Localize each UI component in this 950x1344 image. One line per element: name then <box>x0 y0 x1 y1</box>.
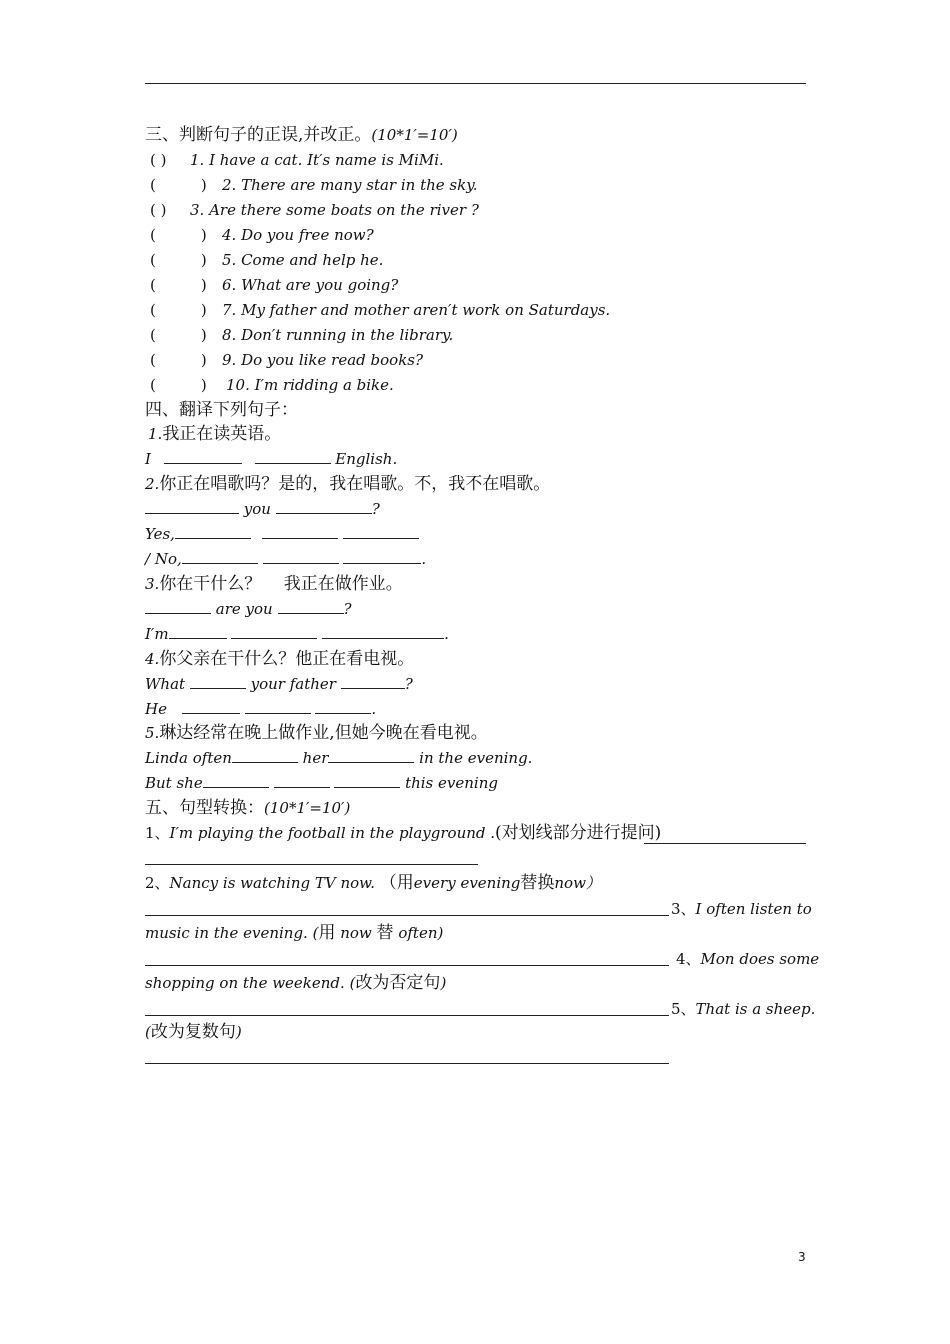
answer-text: He <box>145 700 167 718</box>
sentence-text: 2. There are many star in the sky. <box>222 176 478 194</box>
section5-title: 五、句型转换： <box>145 798 264 818</box>
answer-line[interactable] <box>145 1063 669 1064</box>
answer-text: . <box>371 700 377 718</box>
instruction-note: （用 <box>379 873 414 893</box>
answer-text: But she <box>145 774 203 792</box>
chinese-sentence: 琳达经常在晚上做作业,但她今晚在看电视。 <box>159 723 488 743</box>
answer-blank[interactable] <box>334 773 400 788</box>
answer-parentheses[interactable]: ( ) <box>150 326 207 344</box>
chinese-sentence: 你在干什么？ 我正在做作业。 <box>159 574 403 594</box>
answer-blank[interactable] <box>276 499 372 514</box>
answer-blank[interactable] <box>343 549 421 564</box>
judgement-item <box>150 200 479 220</box>
answer-blank[interactable] <box>245 699 311 714</box>
answer-blank[interactable] <box>341 674 405 689</box>
answer-parentheses[interactable]: ( ) <box>150 151 167 169</box>
answer-line[interactable] <box>145 1015 669 1016</box>
answer-parentheses[interactable]: ( ) <box>150 376 207 394</box>
answer-parentheses[interactable]: ( ) <box>150 251 207 269</box>
judgement-item <box>150 225 374 245</box>
q4-2-answer-a <box>145 499 380 519</box>
answer-text: Yes, <box>145 525 175 543</box>
q4-5-answer-a <box>145 748 532 768</box>
answer-blank[interactable] <box>232 748 298 763</box>
question-text: ( <box>145 1023 151 1041</box>
instruction-note: (对划线部分进行提问) <box>495 823 662 843</box>
question-text: Nancy is watching TV now. <box>169 874 376 892</box>
answer-line[interactable] <box>145 864 478 865</box>
sentence-text: 8. Don′t running in the library. <box>222 326 454 344</box>
q4-2-answer-no <box>145 549 426 569</box>
q4-4-prompt <box>145 649 414 669</box>
answer-blank[interactable] <box>145 599 211 614</box>
answer-text: are you <box>215 600 273 618</box>
q4-2-answer-yes <box>145 524 419 544</box>
answer-text: ? <box>404 675 413 693</box>
question-text: Mon does some <box>700 950 820 968</box>
judgement-item <box>150 175 478 195</box>
answer-blank[interactable] <box>182 699 240 714</box>
q4-3-prompt <box>145 574 403 594</box>
q5-4-start <box>676 948 819 969</box>
answer-text: What <box>145 675 186 693</box>
answer-parentheses[interactable]: ( ) <box>150 226 207 244</box>
q-number: 2. <box>145 475 160 493</box>
q5-2 <box>145 873 601 893</box>
instruction-note: now） <box>554 874 601 892</box>
answer-blank[interactable] <box>164 449 242 464</box>
instruction-note: 替 <box>376 923 394 943</box>
question-text: That is a sheep. <box>695 1000 816 1018</box>
judgement-item <box>150 150 444 170</box>
answer-text: ? <box>371 500 380 518</box>
q5-3-start <box>671 898 812 919</box>
section3-heading <box>145 125 458 145</box>
q-number: 3、 <box>671 900 696 918</box>
q4-3-answer-b <box>145 624 449 644</box>
q4-4-answer-b <box>145 699 376 719</box>
answer-blank[interactable] <box>145 499 239 514</box>
q-number: 1. <box>148 425 163 443</box>
answer-text: you <box>243 500 271 518</box>
answer-blank[interactable] <box>322 624 444 639</box>
sentence-text: 4. Do you free now? <box>222 226 374 244</box>
answer-blank[interactable] <box>169 624 227 639</box>
answer-parentheses[interactable]: ( ) <box>150 301 207 319</box>
answer-blank[interactable] <box>182 549 258 564</box>
section5-points: (10*1′=10′) <box>264 799 351 817</box>
answer-parentheses[interactable]: ( ) <box>150 176 207 194</box>
answer-text: this evening <box>405 774 498 792</box>
judgement-item <box>150 250 384 270</box>
q4-1-prompt <box>148 424 281 444</box>
answer-blank[interactable] <box>190 674 246 689</box>
answer-line[interactable] <box>145 915 669 916</box>
answer-blank[interactable] <box>278 599 344 614</box>
q5-5-cont <box>145 1022 242 1042</box>
q4-2-prompt <box>145 474 550 494</box>
sentence-text: 3. Are there some boats on the river ? <box>190 201 479 219</box>
instruction-note: often) <box>398 924 444 942</box>
answer-text: English. <box>335 450 398 468</box>
answer-blank[interactable] <box>231 624 317 639</box>
q5-3-cont <box>145 923 443 943</box>
q4-3-answer-a <box>145 599 352 619</box>
answer-text: I′m <box>145 625 169 643</box>
answer-parentheses[interactable]: ( ) <box>150 351 207 369</box>
answer-parentheses[interactable]: ( ) <box>150 276 207 294</box>
answer-text: ? <box>343 600 352 618</box>
answer-blank[interactable] <box>343 524 419 539</box>
q4-5-prompt <box>145 723 488 743</box>
q-number: 4. <box>145 650 160 668</box>
q4-1-answer <box>145 449 397 469</box>
answer-line[interactable] <box>145 965 669 966</box>
judgement-item <box>150 350 424 370</box>
answer-text: her <box>302 749 329 767</box>
q4-5-answer-b <box>145 773 498 793</box>
instruction-note: 改为否定句 <box>355 973 441 993</box>
chinese-sentence: 你正在唱歌吗？是的，我在唱歌。不，我不在唱歌。 <box>159 474 551 494</box>
sentence-text: 7. My father and mother aren′t work on Saturdays. <box>222 301 611 319</box>
q5-4-cont <box>145 973 446 993</box>
q-number: 5、 <box>671 1000 696 1018</box>
answer-blank[interactable] <box>328 748 414 763</box>
chinese-sentence: 你父亲在干什么？他正在看电视。 <box>159 649 415 669</box>
answer-blank[interactable] <box>255 449 331 464</box>
answer-text: in the evening. <box>419 749 533 767</box>
instruction-note: 用 <box>318 923 336 943</box>
instruction-note: ) <box>235 1023 242 1041</box>
answer-blank[interactable] <box>203 773 269 788</box>
question-text: music in the evening. ( <box>145 924 319 942</box>
sentence-text: 1. I have a cat. It′s name is MiMi. <box>190 151 444 169</box>
judgement-item <box>150 300 611 320</box>
answer-text: / No, <box>145 550 182 568</box>
sentence-text: 10. I′m ridding a bike. <box>226 376 394 394</box>
q-number: 5. <box>145 724 160 742</box>
instruction-note: 改为复数句 <box>150 1022 236 1042</box>
judgement-item <box>150 375 394 395</box>
q5-5-start <box>671 998 815 1019</box>
answer-text: . <box>421 550 427 568</box>
answer-blank[interactable] <box>262 524 338 539</box>
answer-text: I <box>145 450 151 468</box>
q4-4-answer-a <box>145 674 413 694</box>
instruction-note: ) <box>440 974 447 992</box>
sentence-text: 5. Come and help he. <box>222 251 384 269</box>
q-number: 2、 <box>145 874 170 892</box>
answer-parentheses[interactable]: ( ) <box>150 201 167 219</box>
answer-blank[interactable] <box>315 699 371 714</box>
q-number: 1、 <box>145 824 170 842</box>
instruction-note: 替换 <box>520 873 555 893</box>
answer-blank[interactable] <box>263 549 339 564</box>
section3-points: (10*1′=10′) <box>371 126 458 144</box>
section5-heading <box>145 798 350 818</box>
question-text: I′m playing the football in the playground . <box>169 824 496 842</box>
q-number: 3. <box>145 575 160 593</box>
q5-1 <box>145 823 661 843</box>
section4-heading: 四、翻译下列句子： <box>145 400 298 420</box>
judgement-item <box>150 275 399 295</box>
answer-text: . <box>444 625 449 643</box>
section3-title: 三、判断句子的正误,并改正。 <box>145 125 372 145</box>
page-number: 3 <box>798 1250 806 1264</box>
chinese-sentence: 我正在读英语。 <box>162 424 282 444</box>
header-rule <box>145 83 806 84</box>
sentence-text: 9. Do you like read books? <box>222 351 424 369</box>
sentence-text: 6. What are you going? <box>222 276 399 294</box>
answer-blank[interactable] <box>274 773 330 788</box>
question-text: shopping on the weekend. ( <box>145 974 356 992</box>
answer-blank[interactable] <box>175 524 251 539</box>
answer-text: Linda often <box>145 749 232 767</box>
answer-line[interactable] <box>644 843 806 844</box>
instruction-note: every evening <box>413 874 521 892</box>
instruction-note: now <box>340 924 372 942</box>
answer-text: your father <box>250 675 336 693</box>
q-number: 4、 <box>676 950 701 968</box>
question-text: I often listen to <box>695 900 812 918</box>
judgement-item <box>150 325 454 345</box>
